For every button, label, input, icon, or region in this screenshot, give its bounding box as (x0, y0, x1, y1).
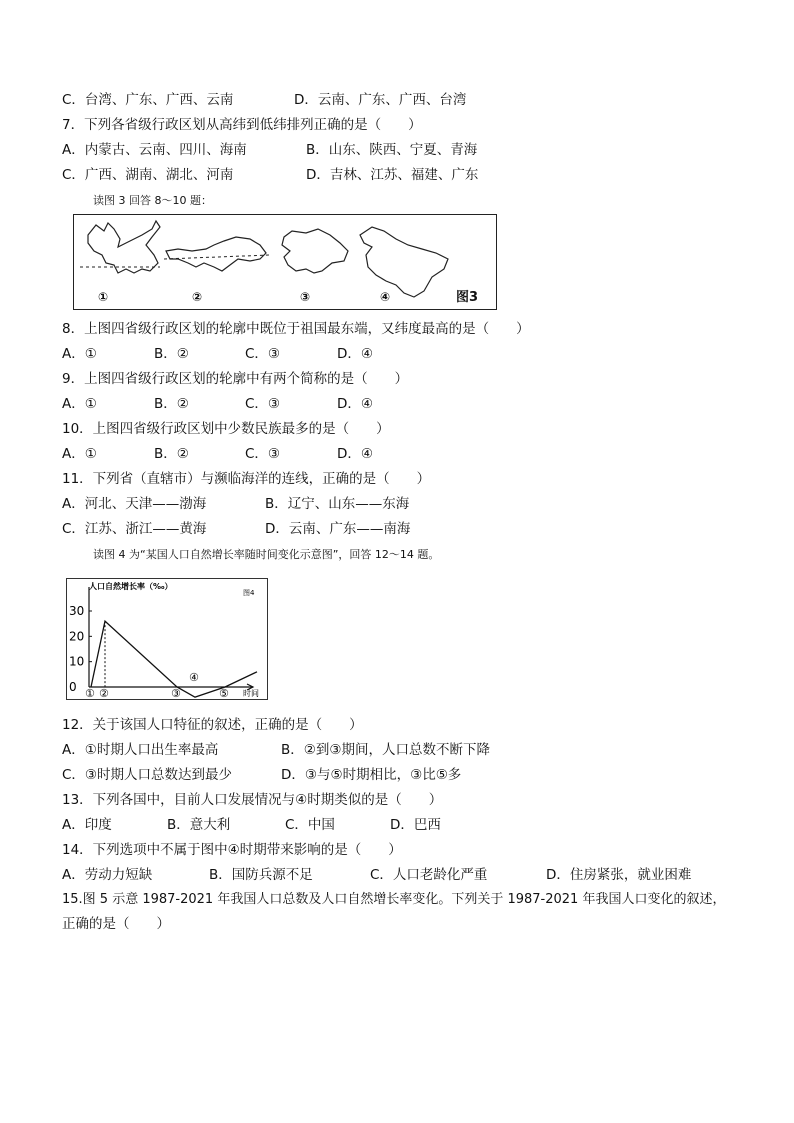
q14-option-a[interactable]: A．劳动力短缺 (62, 867, 153, 883)
y-axis-label: 人口自然增长率（‰） (89, 582, 173, 591)
y-tick-label: 10 (69, 654, 85, 669)
province-outline-3 (282, 229, 348, 273)
q11-option-a[interactable]: A．河北、天津——渤海 (62, 496, 207, 512)
q8-option-b[interactable]: B．② (154, 346, 189, 362)
q10-option-b[interactable]: B．② (154, 446, 189, 462)
q6-option-d[interactable]: D．云南、广东、广西、台湾 (294, 92, 467, 108)
q12-option-b[interactable]: B．②到③期间，人口总数不断下降 (281, 742, 490, 758)
q14-option-b[interactable]: B．国防兵源不足 (209, 867, 313, 883)
q15-stem-line2: 正确的是（ ） (62, 916, 170, 932)
figure-3-province-outlines (73, 214, 497, 310)
q14-option-d[interactable]: D．住房紧张，就业困难 (546, 867, 692, 883)
q11-stem: 11．下列省（直辖市）与濒临海洋的连线，正确的是（ ） (62, 471, 431, 487)
fig3-label-4: ④ (380, 290, 391, 304)
fig3-caption: 图3 (456, 290, 479, 305)
q13-option-b[interactable]: B．意大利 (167, 817, 231, 833)
q10-option-a[interactable]: A．① (62, 446, 97, 462)
q12-option-c[interactable]: C．③时期人口总数达到最少 (62, 767, 233, 783)
q13-option-a[interactable]: A．印度 (62, 817, 112, 833)
province-outline-1 (88, 221, 160, 273)
q13-option-d[interactable]: D．巴西 (390, 817, 441, 833)
q8-option-c[interactable]: C．③ (245, 346, 281, 362)
fig3-label-3: ③ (300, 290, 311, 304)
q15-stem-line1: 15.图 5 示意 1987-2021 年我国人口总数及人口自然增长率变化。下列关于 1987-2021 年我国人口变化的叙述， (62, 892, 726, 907)
province-outline-map (74, 215, 495, 308)
q12-stem: 12．关于该国人口特征的叙述，正确的是（ ） (62, 717, 363, 733)
q10-stem: 10．上图四省级行政区划中少数民族最多的是（ ） (62, 421, 390, 437)
x-axis-label: 时间 (243, 689, 259, 698)
q11-option-b[interactable]: B．辽宁、山东——东海 (265, 496, 410, 512)
series-line (91, 621, 257, 697)
fig3-label-2: ② (192, 290, 203, 304)
outline-2-dashed-line (164, 255, 270, 259)
q8-stem: 8．上图四省级行政区划的轮廓中既位于祖国最东端，又纬度最高的是（ ） (62, 321, 530, 337)
growth-rate-chart (67, 579, 267, 699)
q7-option-a[interactable]: A．内蒙古、云南、四川、海南 (62, 142, 247, 158)
q9-stem: 9．上图四省级行政区划的轮廓中有两个简称的是（ ） (62, 371, 409, 387)
fig4-intro: 读图 4 为“某国人口自然增长率随时间变化示意图”，回答 12～14 题。 (93, 548, 440, 561)
y-tick-label: 0 (69, 680, 77, 694)
q9-option-a[interactable]: A．① (62, 396, 97, 412)
chart-title: 图4 (243, 589, 255, 597)
y-tick-label: 20 (69, 629, 85, 644)
point-label-1: ① (85, 687, 95, 699)
figure-4-growth-rate-chart (66, 578, 268, 700)
province-outline-4 (360, 227, 448, 297)
q14-stem: 14．下列选项中不属于图中④时期带来影响的是（ ） (62, 842, 402, 858)
q13-stem: 13．下列各国中，目前人口发展情况与④时期类似的是（ ） (62, 792, 443, 808)
q8-option-a[interactable]: A．① (62, 346, 97, 362)
point-label-4: ④ (189, 671, 199, 684)
q12-option-d[interactable]: D．③与⑤时期相比，③比⑤多 (281, 767, 462, 783)
q11-option-c[interactable]: C．江苏、浙江——黄海 (62, 521, 207, 537)
q10-option-c[interactable]: C．③ (245, 446, 281, 462)
q9-option-c[interactable]: C．③ (245, 396, 281, 412)
q13-option-c[interactable]: C．中国 (285, 817, 335, 833)
q7-option-b[interactable]: B．山东、陕西、宁夏、青海 (306, 142, 478, 158)
q10-option-d[interactable]: D．④ (337, 446, 373, 462)
q8-option-d[interactable]: D．④ (337, 346, 373, 362)
q6-option-c[interactable]: C．台湾、广东、广西、云南 (62, 92, 234, 108)
q11-option-d[interactable]: D．云南、广东——南海 (265, 521, 411, 537)
point-label-2: ② (99, 687, 109, 699)
q7-option-d[interactable]: D．吉林、江苏、福建、广东 (306, 167, 479, 183)
q12-option-a[interactable]: A．①时期人口出生率最高 (62, 742, 219, 758)
fig3-intro: 读图 3 回答 8～10 题： (93, 194, 212, 207)
q14-option-c[interactable]: C．人口老龄化严重 (370, 867, 488, 883)
point-label-3: ③ (171, 687, 181, 699)
y-tick-label: 30 (69, 604, 85, 618)
q9-option-d[interactable]: D．④ (337, 396, 373, 412)
point-label-5: ⑤ (219, 687, 229, 699)
q9-option-b[interactable]: B．② (154, 396, 189, 412)
q7-option-c[interactable]: C．广西、湖南、湖北、河南 (62, 167, 234, 183)
q7-stem: 7．下列各省级行政区划从高纬到低纬排列正确的是（ ） (62, 117, 422, 133)
fig3-label-1: ① (98, 290, 109, 304)
province-outline-2 (166, 237, 266, 271)
